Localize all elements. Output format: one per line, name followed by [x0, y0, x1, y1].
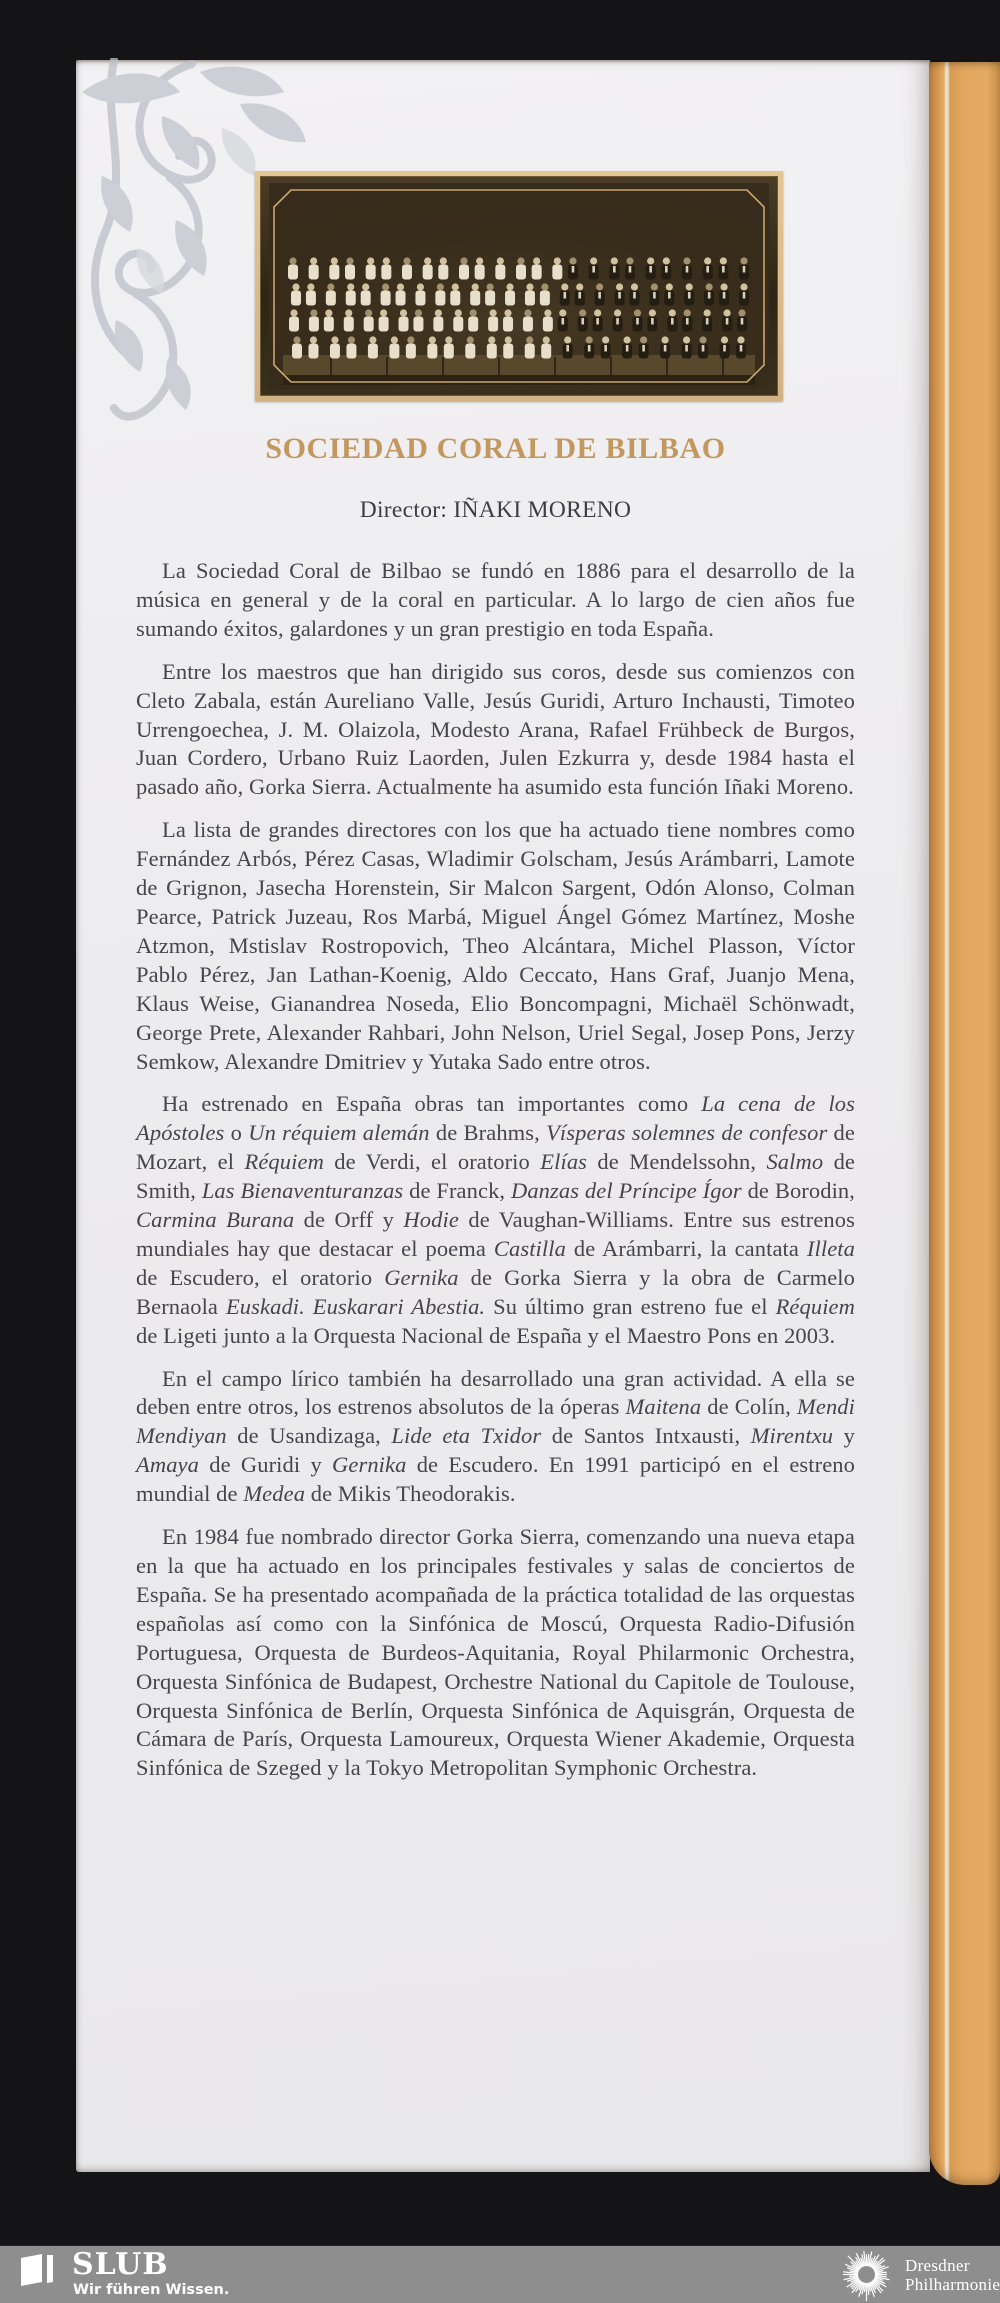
work-title-italic: Hodie	[403, 1207, 459, 1233]
text-segment: de Guridi y	[198, 1452, 333, 1478]
text-segment: de Santos Intxausti,	[541, 1423, 751, 1449]
text-segment: de Verdi, el oratorio	[323, 1149, 541, 1175]
work-title-italic: Gernika	[384, 1264, 459, 1290]
body-paragraph	[136, 557, 855, 644]
text-segment: de Mendelssohn,	[587, 1149, 767, 1175]
work-title-italic: Elías	[540, 1149, 588, 1175]
text-segment: de Gorka Sierra y la obra de Carmelo Bernaola	[136, 1264, 855, 1319]
work-title-italic: La cena de los Apóstoles	[136, 1091, 855, 1146]
text-segment: de Colín,	[701, 1394, 798, 1420]
work-title-italic: Mendi Mendiyan	[136, 1394, 855, 1449]
text-segment: La Sociedad Coral de Bilbao se fundó en 1886 para el desarrollo de la música en general y de la coral en particular. A lo largo de cien años fue sumando éxitos, galardones y un gran prestigio en toda España.	[136, 558, 855, 641]
slub-book-icon	[18, 2252, 58, 2288]
branding-footer-bar	[0, 2246, 1000, 2303]
work-title-italic: Réquiem	[244, 1149, 324, 1175]
partner-line2: Philharmonie	[905, 2275, 1000, 2294]
body-paragraph	[136, 816, 855, 1076]
text-segment: Su último gran estreno fue el	[485, 1293, 776, 1319]
work-title-italic: Illeta	[806, 1235, 855, 1261]
text-segment: de Ligeti junto a la Orquesta Nacional de España y el Maestro Pons en 2003.	[136, 1322, 836, 1348]
text-segment: de Brahms,	[429, 1120, 547, 1146]
text-segment: de Usandizaga,	[226, 1423, 392, 1449]
text-segment: de Mozart, el	[136, 1120, 855, 1175]
next-page-orange-edge	[929, 62, 1000, 2185]
choir-photo	[261, 177, 777, 395]
text-segment: de Vaughan-Williams. Entre sus estrenos mundiales hay que destacar el poema	[136, 1207, 855, 1261]
body-text	[136, 557, 855, 1797]
text-segment: de Smith,	[136, 1149, 856, 1204]
slub-tagline: Wir führen Wissen.	[73, 2282, 230, 2298]
text-segment: y	[833, 1423, 855, 1449]
text-segment: de Escudero. En 1991 participó en el estreno mundial de	[136, 1452, 855, 1507]
text-segment: de Orff y	[294, 1207, 404, 1233]
text-segment: En el campo lírico también ha desarrollado una gran actividad. A ella se deben entre otros, los estrenos absolutos de la óperas	[136, 1365, 855, 1420]
text-segment: La lista de grandes directores con los que ha actuado tiene nombres como Fernández Arbós, Pérez Casas, Wladimir Golscham, Jesús Arámbarri, Lamote de Grignon, Jasecha Horenstein, Sir Malcon Sargent, Odón Alonso, Colman Pearce, Patrick Juzeau, Ros Marbá, Miguel Ángel Gómez Martínez, Moshe Atzmon, Mstislav Rostropovich, Theo Alcántara, Michel Plasson, Víctor Pablo Pérez, Jan Lathan-Koenig, Aldo Ceccato, Hans Graf, Juanjo Mena, Klaus Weise, Gianandrea Noseda, Elio Boncompagni, Michaël Schönwadt, George Prete, Alexander Rahbari, John Nelson, Uriel Segal, Josep Pons, Jerzy Semkow, Alexandre Dmitriev y Yutaka Sado entre otros.	[136, 817, 855, 1074]
work-title-italic: Vísperas solemnes de confesor	[546, 1120, 828, 1146]
work-title-italic: Mirentxu	[750, 1423, 834, 1449]
dresdner-philharmonie-wordmark	[905, 2256, 1000, 2294]
page-title: SOCIEDAD CORAL DE BILBAO	[265, 432, 726, 465]
work-title-italic: Réquiem	[775, 1293, 855, 1319]
brochure-page	[76, 60, 930, 2172]
partner-line1: Dresdner	[905, 2256, 970, 2275]
work-title-italic: Medea	[243, 1481, 306, 1507]
work-title-italic: Salmo	[766, 1149, 824, 1175]
starburst-icon	[840, 2248, 893, 2301]
choir-photo-frame	[255, 171, 783, 401]
slub-wordmark: SLUB	[72, 2247, 169, 2282]
work-title-italic: Danzas del Príncipe Ígor	[510, 1178, 742, 1204]
text-segment: de Arámbarri, la cantata	[565, 1235, 807, 1261]
choir-photo-mat	[260, 176, 778, 396]
work-title-italic: Amaya	[136, 1452, 199, 1478]
body-paragraph	[136, 1090, 855, 1350]
work-title-italic: Las Bienaventuranzas	[201, 1178, 404, 1204]
text-segment: o	[224, 1120, 249, 1146]
work-title-italic: Gernika	[332, 1452, 407, 1478]
work-title-italic: Carmina Burana	[136, 1207, 295, 1233]
body-paragraph	[136, 658, 855, 803]
text-segment: de Mikis Theodorakis.	[305, 1481, 516, 1507]
body-paragraph	[136, 1365, 855, 1510]
work-title-italic: Castilla	[493, 1235, 566, 1261]
text-segment: Entre los maestros que han dirigido sus coros, desde sus comienzos con Cleto Zabala, están Aureliano Valle, Jesús Guridi, Arturo Inchausti, Timoteo Urrengoechea, J. M. Olaizola, Modesto Arana, Rafael Frühbeck de Burgos, Juan Cordero, Urbano Ruiz Laorden, Julen Ezkurra y, desde 1984 hasta el pasado año, Gorka Sierra. Actualmente ha asumido esta función Iñaki Moreno.	[136, 658, 855, 800]
work-title-italic: Lide eta Txidor	[391, 1423, 542, 1449]
body-paragraph	[136, 1523, 855, 1783]
work-title-italic: Maitena	[625, 1394, 702, 1420]
text-segment: En 1984 fue nombrado director Gorka Sierra, comenzando una nueva etapa en la que ha actuado en los principales festivales y salas de conciertos de España. Se ha presentado acompañada de la práctica totalidad de las orquestas españolas así como con la Sinfónica de Moscú, Orquesta Radio-Difusión Portuguesa, Orquesta de Burdeos-Aquitania, Royal Philarmonic Orchestra, Orquesta Sinfónica de Budapest, Orchestre National du Capitole de Toulouse, Orquesta Sinfónica de Berlín, Orquesta Sinfónica de Aquisgrán, Orquesta de Cámara de París, Orquesta Lamoureux, Orquesta Wiener Akademie, Orquesta Sinfónica de Szeged y la Tokyo Metropolitan Symphonic Orchestra.	[136, 1524, 855, 1781]
text-segment: de Franck,	[403, 1178, 511, 1204]
text-segment: de Escudero, el oratorio	[136, 1264, 385, 1290]
text-segment: de Borodin,	[741, 1178, 856, 1204]
work-title-italic: Euskadi. Euskarari Abestia.	[225, 1293, 486, 1319]
text-segment: Ha estrenado en España obras tan importantes como	[162, 1091, 702, 1117]
work-title-italic: Un réquiem alemán	[248, 1120, 430, 1146]
director-subtitle: Director: IÑAKI MORENO	[359, 497, 632, 523]
